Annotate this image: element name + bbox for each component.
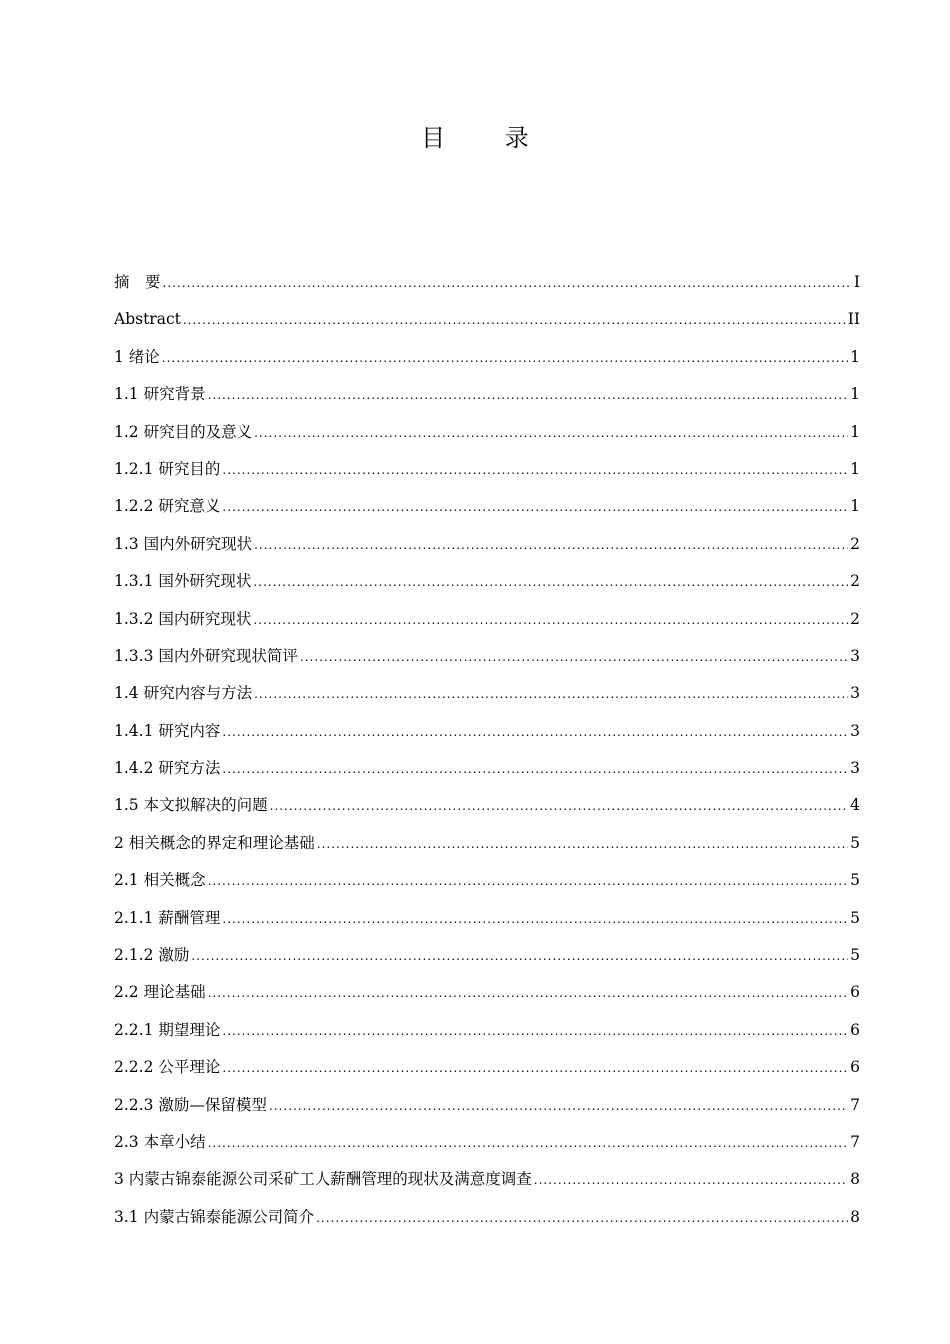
toc-entry[interactable] <box>114 974 860 1011</box>
toc-entry-label: 3 内蒙古锦泰能源公司采矿工人薪酬管理的现状及满意度调查 <box>114 1170 532 1189</box>
toc-entry-label: 1.2.1 研究目的 <box>114 459 221 478</box>
dot-leader <box>191 938 848 975</box>
toc-entry-label: 1.4.2 研究方法 <box>114 759 221 778</box>
toc-entry-label: 1.2 研究目的及意义 <box>114 422 253 441</box>
toc-entry[interactable] <box>114 1049 860 1086</box>
toc-entry[interactable] <box>114 675 860 712</box>
toc-entry[interactable] <box>114 1012 860 1049</box>
toc-entry[interactable] <box>114 937 860 974</box>
toc-entry[interactable] <box>114 488 860 525</box>
toc-entry[interactable] <box>114 1124 860 1161</box>
toc-entry[interactable] <box>114 862 860 899</box>
dot-leader <box>534 1162 848 1199</box>
toc-entry-label: 2.1.2 激励 <box>114 946 190 965</box>
toc-entry-page-number: 3 <box>850 684 860 703</box>
dot-leader <box>208 377 849 414</box>
toc-entry-label: 1.4 研究内容与方法 <box>114 684 253 703</box>
toc-entry-label: 1.4.1 研究内容 <box>114 721 221 740</box>
toc-entry-page-number: 6 <box>850 1058 860 1077</box>
dot-leader <box>270 788 849 825</box>
toc-entry[interactable] <box>114 713 860 750</box>
toc-entry-page-number: 1 <box>850 459 860 478</box>
toc-entry-page-number: 5 <box>850 833 860 852</box>
dot-leader <box>222 751 848 788</box>
toc-entry-page-number: I <box>853 273 860 291</box>
toc-entry-label: 1.1 研究背景 <box>114 385 206 404</box>
toc-entry-page-number: 2 <box>850 609 860 628</box>
toc-entry-label: 1.5 本文拟解决的问题 <box>114 796 268 815</box>
dot-leader <box>222 1050 848 1087</box>
toc-entry-label: Abstract <box>114 310 181 329</box>
dot-leader <box>208 1125 849 1162</box>
toc-entry-page-number: 7 <box>850 1132 860 1151</box>
toc-entry-page-number: 6 <box>850 983 860 1002</box>
toc-entry-page-number: 6 <box>850 1020 860 1039</box>
toc-entry-page-number: 1 <box>850 497 860 516</box>
dot-leader <box>222 1013 848 1050</box>
dot-leader <box>162 340 848 377</box>
toc-entry-label: 1 绪论 <box>114 347 160 366</box>
toc-entry-label: 1.3.2 国内研究现状 <box>114 609 252 628</box>
toc-entry[interactable] <box>114 601 860 638</box>
toc-entry-label: 3.1 内蒙古锦泰能源公司简介 <box>114 1207 315 1226</box>
toc-entry-label: 2.1 相关概念 <box>114 871 206 890</box>
dot-leader <box>317 826 848 863</box>
dot-leader <box>222 489 848 526</box>
toc-entry-label: 1.3 国内外研究现状 <box>114 534 253 553</box>
table-of-contents <box>114 264 860 1236</box>
toc-entry[interactable] <box>114 900 860 937</box>
toc-entry-label: 2.2.3 激励—保留模型 <box>114 1095 267 1114</box>
toc-entry-label: 2.2.1 期望理论 <box>114 1020 221 1039</box>
toc-entry[interactable] <box>114 376 860 413</box>
toc-entry[interactable] <box>114 451 860 488</box>
toc-entry-page-number: 3 <box>850 721 860 740</box>
toc-entry[interactable] <box>114 1161 860 1198</box>
dot-leader <box>163 265 852 302</box>
toc-entry-label: 2.2.2 公平理论 <box>114 1058 221 1077</box>
toc-entry-page-number: 8 <box>850 1170 860 1189</box>
dot-leader <box>300 639 848 676</box>
toc-entry-page-number: 4 <box>850 796 860 815</box>
dot-leader <box>316 1200 848 1237</box>
toc-entry-page-number: 3 <box>850 646 860 665</box>
dot-leader <box>208 975 849 1012</box>
toc-entry-page-number: 5 <box>850 908 860 927</box>
dot-leader <box>254 676 848 713</box>
toc-entry-page-number: 7 <box>850 1095 860 1114</box>
dot-leader <box>269 1088 848 1125</box>
toc-entry-label: 2.3 本章小结 <box>114 1132 206 1151</box>
toc-entry-page-number: 1 <box>850 347 860 366</box>
toc-entry[interactable] <box>114 264 860 301</box>
toc-entry-page-number: 2 <box>850 572 860 591</box>
toc-entry[interactable] <box>114 787 860 824</box>
dot-leader <box>222 901 848 938</box>
toc-entry[interactable] <box>114 750 860 787</box>
toc-entry-page-number: 5 <box>850 946 860 965</box>
toc-entry-page-number: 1 <box>850 422 860 441</box>
dot-leader <box>222 452 848 489</box>
dot-leader <box>183 302 846 339</box>
toc-entry[interactable] <box>114 638 860 675</box>
toc-entry[interactable] <box>114 1087 860 1124</box>
toc-entry[interactable] <box>114 1199 860 1236</box>
dot-leader <box>208 863 849 900</box>
toc-entry-page-number: 5 <box>850 871 860 890</box>
toc-entry-page-number: II <box>847 310 860 329</box>
dot-leader <box>253 564 848 601</box>
toc-entry[interactable] <box>114 526 860 563</box>
dot-leader <box>254 415 848 452</box>
toc-entry[interactable] <box>114 301 860 338</box>
toc-entry-page-number: 1 <box>850 385 860 404</box>
toc-entry-label: 2 相关概念的界定和理论基础 <box>114 833 315 852</box>
toc-entry[interactable] <box>114 339 860 376</box>
toc-entry-label: 2.1.1 薪酬管理 <box>114 908 221 927</box>
dot-leader <box>254 527 848 564</box>
toc-entry-label: 摘 要 <box>114 273 161 291</box>
toc-entry-label: 1.3.1 国外研究现状 <box>114 572 252 591</box>
toc-entry-page-number: 8 <box>850 1207 860 1226</box>
toc-entry[interactable] <box>114 414 860 451</box>
dot-leader <box>253 602 848 639</box>
toc-entry-page-number: 3 <box>850 759 860 778</box>
toc-entry-page-number: 2 <box>850 534 860 553</box>
toc-entry-label: 2.2 理论基础 <box>114 983 206 1002</box>
dot-leader <box>222 714 848 751</box>
toc-entry[interactable] <box>114 563 860 600</box>
page-title: 目 录 <box>421 124 555 152</box>
toc-entry[interactable] <box>114 825 860 862</box>
toc-entry-label: 1.2.2 研究意义 <box>114 497 221 516</box>
toc-entry-label: 1.3.3 国内外研究现状简评 <box>114 646 298 665</box>
